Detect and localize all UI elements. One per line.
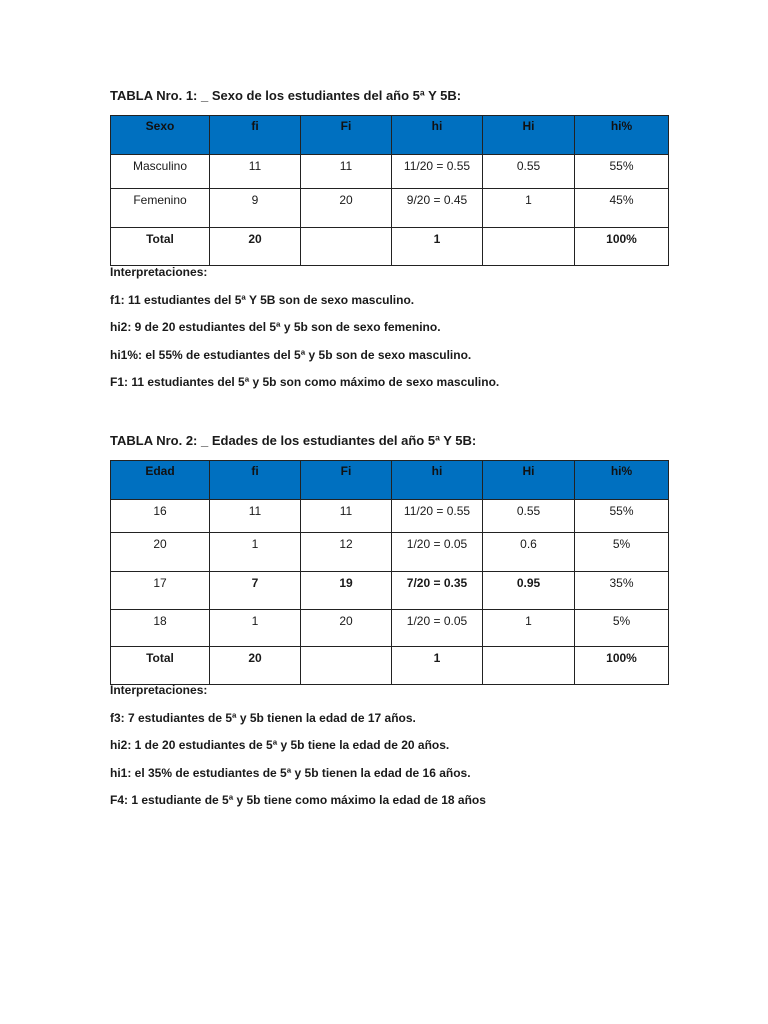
table1-header-sexo: Sexo	[111, 116, 210, 155]
table-cell: 1	[392, 647, 483, 685]
table-cell: 11	[301, 155, 392, 189]
table-cell: 1	[483, 610, 575, 647]
table-cell: 11	[210, 155, 301, 189]
table-cell: 55%	[575, 155, 669, 189]
table1-header-hi: hi	[392, 116, 483, 155]
table-row-total	[111, 228, 669, 266]
table-cell: 5%	[575, 610, 669, 647]
table-cell: Femenino	[111, 189, 210, 228]
table-cell: 9/20 = 0.45	[392, 189, 483, 228]
table2-interpretation-3: hi1: el 35% de estudiantes de 5ª y 5b tienen la edad de 16 años.	[110, 766, 471, 780]
table-row	[111, 572, 669, 610]
table-row-total	[111, 647, 669, 685]
table1-header-hi-percent: hi%	[575, 116, 669, 155]
table-cell: 20	[301, 610, 392, 647]
table-cell: 20	[210, 647, 301, 685]
table-cell: 1	[210, 533, 301, 572]
table-row	[111, 155, 669, 189]
table2-interpretation-4: F4: 1 estudiante de 5ª y 5b tiene como máximo la edad de 18 años	[110, 793, 486, 807]
table-cell: 11/20 = 0.55	[392, 155, 483, 189]
table-cell: 19	[301, 572, 392, 610]
table-cell: 35%	[575, 572, 669, 610]
table-row	[111, 610, 669, 647]
table-cell	[301, 228, 392, 266]
table-cell: 1	[392, 228, 483, 266]
table-cell	[483, 647, 575, 685]
table-cell: 9	[210, 189, 301, 228]
table2-header-fi: fi	[210, 461, 301, 500]
table2	[110, 460, 669, 685]
table1	[110, 115, 669, 266]
table2-header-hi-percent: hi%	[575, 461, 669, 500]
table-cell: 11/20 = 0.55	[392, 500, 483, 533]
table-row	[111, 500, 669, 533]
table2-header-edad: Edad	[111, 461, 210, 500]
table-cell: 20	[301, 189, 392, 228]
table-cell: 0.6	[483, 533, 575, 572]
table-cell: 45%	[575, 189, 669, 228]
table-cell: 1	[210, 610, 301, 647]
table1-interpretation-2: hi2: 9 de 20 estudiantes del 5ª y 5b son de sexo femenino.	[110, 320, 441, 334]
table-cell: 20	[210, 228, 301, 266]
table1-interpretation-1: f1: 11 estudiantes del 5ª Y 5B son de sexo masculino.	[110, 293, 415, 307]
table2-header-Hi: Hi	[483, 461, 575, 500]
table-cell: 1/20 = 0.05	[392, 610, 483, 647]
table2-interpretation-1: f3: 7 estudiantes de 5ª y 5b tienen la edad de 17 años.	[110, 711, 416, 725]
table-cell: Masculino	[111, 155, 210, 189]
table1-title: TABLA Nro. 1: _ Sexo de los estudiantes del año 5ª Y 5B:	[110, 88, 462, 103]
table2-title: TABLA Nro. 2: _ Edades de los estudiantes del año 5ª Y 5B:	[110, 433, 477, 448]
table-cell: 0.55	[483, 155, 575, 189]
table-cell: 100%	[575, 647, 669, 685]
table-row	[111, 189, 669, 228]
table-cell: 18	[111, 610, 210, 647]
table2-interpretations-label: Interpretaciones:	[110, 683, 208, 697]
table-cell: 11	[210, 500, 301, 533]
table1-interpretation-4: F1: 11 estudiantes del 5ª y 5b son como máximo de sexo masculino.	[110, 375, 500, 389]
table-row	[111, 533, 669, 572]
table-cell: 20	[111, 533, 210, 572]
table1-interpretation-3: hi1%: el 55% de estudiantes del 5ª y 5b son de sexo masculino.	[110, 348, 472, 362]
table2-header-hi: hi	[392, 461, 483, 500]
table-cell: 0.95	[483, 572, 575, 610]
table-cell: 5%	[575, 533, 669, 572]
table1-header-fi: fi	[210, 116, 301, 155]
table-cell: 16	[111, 500, 210, 533]
table-cell	[301, 647, 392, 685]
table1-interpretations-label: Interpretaciones:	[110, 265, 208, 279]
table-cell: 0.55	[483, 500, 575, 533]
table1-header-Fi: Fi	[301, 116, 392, 155]
table-cell: Total	[111, 228, 210, 266]
table-cell: 100%	[575, 228, 669, 266]
table2-header-row	[111, 461, 669, 500]
table-cell: 55%	[575, 500, 669, 533]
table-cell: 1/20 = 0.05	[392, 533, 483, 572]
table-cell: 7/20 = 0.35	[392, 572, 483, 610]
table-cell: 7	[210, 572, 301, 610]
table-cell: 1	[483, 189, 575, 228]
table-cell: Total	[111, 647, 210, 685]
table-cell	[483, 228, 575, 266]
table-cell: 12	[301, 533, 392, 572]
table1-header-Hi: Hi	[483, 116, 575, 155]
table1-header-row	[111, 116, 669, 155]
table-cell: 11	[301, 500, 392, 533]
table2-interpretation-2: hi2: 1 de 20 estudiantes de 5ª y 5b tiene la edad de 20 años.	[110, 738, 450, 752]
table-cell: 17	[111, 572, 210, 610]
table2-header-Fi: Fi	[301, 461, 392, 500]
